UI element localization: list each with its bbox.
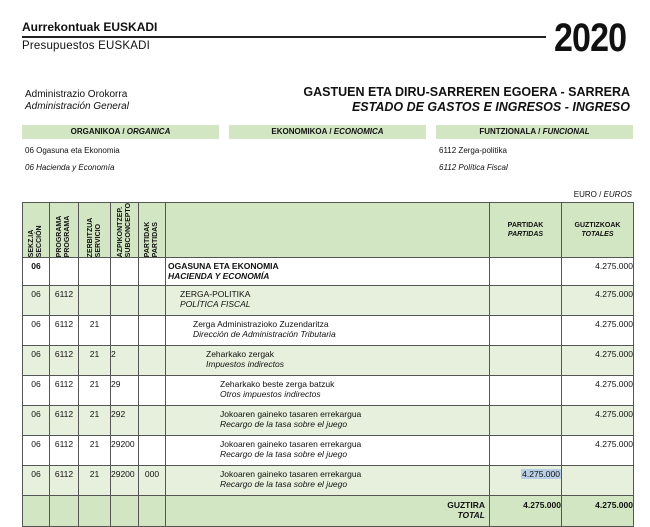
table-row (23, 286, 634, 316)
cell-description (166, 258, 490, 286)
table-row (23, 466, 634, 496)
description-es: Dirección de Administración Tributaria (193, 329, 336, 340)
col-item: PARTIDAK PARTIDAS (139, 203, 166, 258)
cell-program: 6112 (50, 436, 79, 466)
cell-program (50, 258, 79, 286)
description-es: Impuestos indirectos (206, 359, 284, 370)
col-partidas-eu: PARTIDAK (507, 222, 544, 230)
currency-eu: EURO (573, 190, 597, 199)
description-eu: OGASUNA ETA EKONOMIA (168, 261, 279, 272)
cell-service: 21 (79, 466, 111, 496)
total-totals: 4.275.000 (562, 496, 634, 527)
description-eu: Zerga Administrazioko Zuzendaritza (193, 319, 329, 330)
cell-partidas (490, 316, 562, 346)
admin-label-eu: Administrazio Orokorra (25, 89, 128, 100)
organic-value-eu: 06 Ogasuna eta Ekonomia (25, 146, 120, 155)
table-total-row (23, 496, 634, 527)
col-program: PROGRAMA PROGRAMA (50, 203, 79, 258)
economic-band-es: ECONOMICA (333, 127, 384, 136)
cell-item (139, 316, 166, 346)
cell-service (79, 258, 111, 286)
cell-service: 21 (79, 316, 111, 346)
cell-program: 6112 (50, 406, 79, 436)
col-subconcept: AZPIKONTZEP. SUBCONCEPTO (111, 203, 139, 258)
header-rule (22, 36, 546, 38)
cell-service: 21 (79, 406, 111, 436)
cell-description (166, 436, 490, 466)
cell-partidas (490, 436, 562, 466)
cell-program: 6112 (50, 346, 79, 376)
total-label-es: TOTAL (457, 510, 485, 521)
cell-item: 000 (139, 466, 166, 496)
total-partidas: 4.275.000 (490, 496, 562, 527)
description-eu: Jokoaren gaineko tasaren errekargua (220, 409, 362, 420)
col-description (166, 203, 490, 258)
cell-description (166, 466, 490, 496)
cell-subconcept: 29 (111, 376, 139, 406)
cell-section: 06 (23, 258, 50, 286)
cell-section: 06 (23, 316, 50, 346)
cell-program: 6112 (50, 316, 79, 346)
currency-sep: / (596, 190, 604, 199)
functional-value-es: 6112 Política Fiscal (439, 163, 508, 172)
cell-item (139, 376, 166, 406)
cell-subconcept (111, 316, 139, 346)
organic-band-eu: ORGANIKOA (70, 127, 121, 136)
cell-section: 06 (23, 346, 50, 376)
description-eu: Zeharkako zergak (206, 349, 275, 360)
cell-item (139, 258, 166, 286)
table-row (23, 436, 634, 466)
cell-total: 4.275.000 (562, 376, 634, 406)
cell-total: 4.275.000 (562, 406, 634, 436)
partidas-value: 4.275.000 (522, 469, 560, 480)
organic-value-es: 06 Hacienda y Economía (25, 163, 115, 172)
cell-item (139, 436, 166, 466)
description-es: Otros impuestos indirectos (220, 389, 321, 400)
cell-description (166, 286, 490, 316)
description-es: Recargo de la tasa sobre el juego (220, 479, 348, 490)
col-totals (562, 203, 634, 258)
total-label (166, 496, 490, 527)
description-eu: Zeharkako beste zerga batzuk (220, 379, 335, 390)
cell-program: 6112 (50, 466, 79, 496)
cell-service: 21 (79, 346, 111, 376)
budget-table (22, 202, 634, 527)
cell-item (139, 286, 166, 316)
description-eu: Jokoaren gaineko tasaren errekargua (220, 469, 362, 480)
functional-band-es: FUNCIONAL (542, 127, 590, 136)
cell-total (562, 466, 634, 496)
cell-section: 06 (23, 466, 50, 496)
col-service: ZERBITZUA SERVICIO (79, 203, 111, 258)
cell-total: 4.275.000 (562, 258, 634, 286)
cell-partidas (490, 346, 562, 376)
cell-section: 06 (23, 286, 50, 316)
cell-subconcept (111, 258, 139, 286)
cell-partidas (490, 466, 562, 496)
table-row (23, 406, 634, 436)
cell-partidas (490, 406, 562, 436)
cell-description (166, 376, 490, 406)
cell-service (79, 286, 111, 316)
budget-year: 2020 (554, 16, 627, 60)
description-es: Recargo de la tasa sobre el juego (220, 419, 348, 430)
total-label-eu: GUZTIRA (447, 500, 485, 511)
cell-description (166, 346, 490, 376)
cell-partidas (490, 376, 562, 406)
cell-subconcept: 292 (111, 406, 139, 436)
economic-band (229, 125, 426, 139)
functional-band-eu: FUNTZIONALA (479, 127, 536, 136)
cell-program: 6112 (50, 286, 79, 316)
description-es: Recargo de la tasa sobre el juego (220, 449, 348, 460)
table-header-row (23, 203, 634, 258)
cell-item (139, 406, 166, 436)
table-row (23, 376, 634, 406)
description-es: POLÍTICA FISCAL (180, 299, 251, 310)
currency-es: EUROS (603, 190, 632, 199)
cell-service: 21 (79, 376, 111, 406)
organic-band-es: ORGANICA (126, 127, 171, 136)
cell-service: 21 (79, 436, 111, 466)
description-eu: ZERGA-POLITIKA (180, 289, 251, 300)
col-partidas (490, 203, 562, 258)
cell-description (166, 316, 490, 346)
cell-subconcept (111, 286, 139, 316)
table-row (23, 346, 634, 376)
cell-description (166, 406, 490, 436)
economic-band-sep: / (327, 127, 334, 136)
col-totals-es: TOTALES (581, 231, 614, 239)
table-row (23, 316, 634, 346)
table-row (23, 258, 634, 286)
report-title-es: ESTADO DE GASTOS E INGRESOS - INGRESO (351, 100, 630, 114)
organic-band (22, 125, 219, 139)
functional-value-eu: 6112 Zerga-politika (439, 146, 507, 155)
description-eu: Jokoaren gaineko tasaren errekargua (220, 439, 362, 450)
cell-subconcept: 2 (111, 346, 139, 376)
col-section: SEKZ.IA SECCIÓN (23, 203, 50, 258)
cell-section: 06 (23, 376, 50, 406)
report-title-eu: GASTUEN ETA DIRU-SARREREN EGOERA - SARRERA (303, 85, 630, 99)
cell-subconcept: 29200 (111, 466, 139, 496)
economic-band-eu: EKONOMIKOA (271, 127, 328, 136)
admin-label-es: Administración General (25, 101, 129, 112)
cell-partidas (490, 258, 562, 286)
cell-subconcept: 29200 (111, 436, 139, 466)
header-title-es: Presupuestos EUSKADI (22, 40, 151, 52)
cell-section: 06 (23, 406, 50, 436)
cell-total: 4.275.000 (562, 286, 634, 316)
cell-program: 6112 (50, 376, 79, 406)
currency-label (574, 190, 632, 199)
cell-total: 4.275.000 (562, 436, 634, 466)
cell-item (139, 346, 166, 376)
header-title-eu: Aurrekontuak EUSKADI (22, 20, 158, 34)
cell-section: 06 (23, 436, 50, 466)
cell-partidas (490, 286, 562, 316)
col-partidas-es: PARTIDAS (507, 231, 544, 239)
cell-total: 4.275.000 (562, 346, 634, 376)
functional-band (436, 125, 633, 139)
description-es: HACIENDA Y ECONOMÍA (168, 271, 270, 282)
organic-band-sep: / (120, 127, 127, 136)
col-totals-eu: GUZTIZKOAK (574, 222, 621, 230)
functional-band-sep: / (535, 127, 543, 136)
cell-total: 4.275.000 (562, 316, 634, 346)
